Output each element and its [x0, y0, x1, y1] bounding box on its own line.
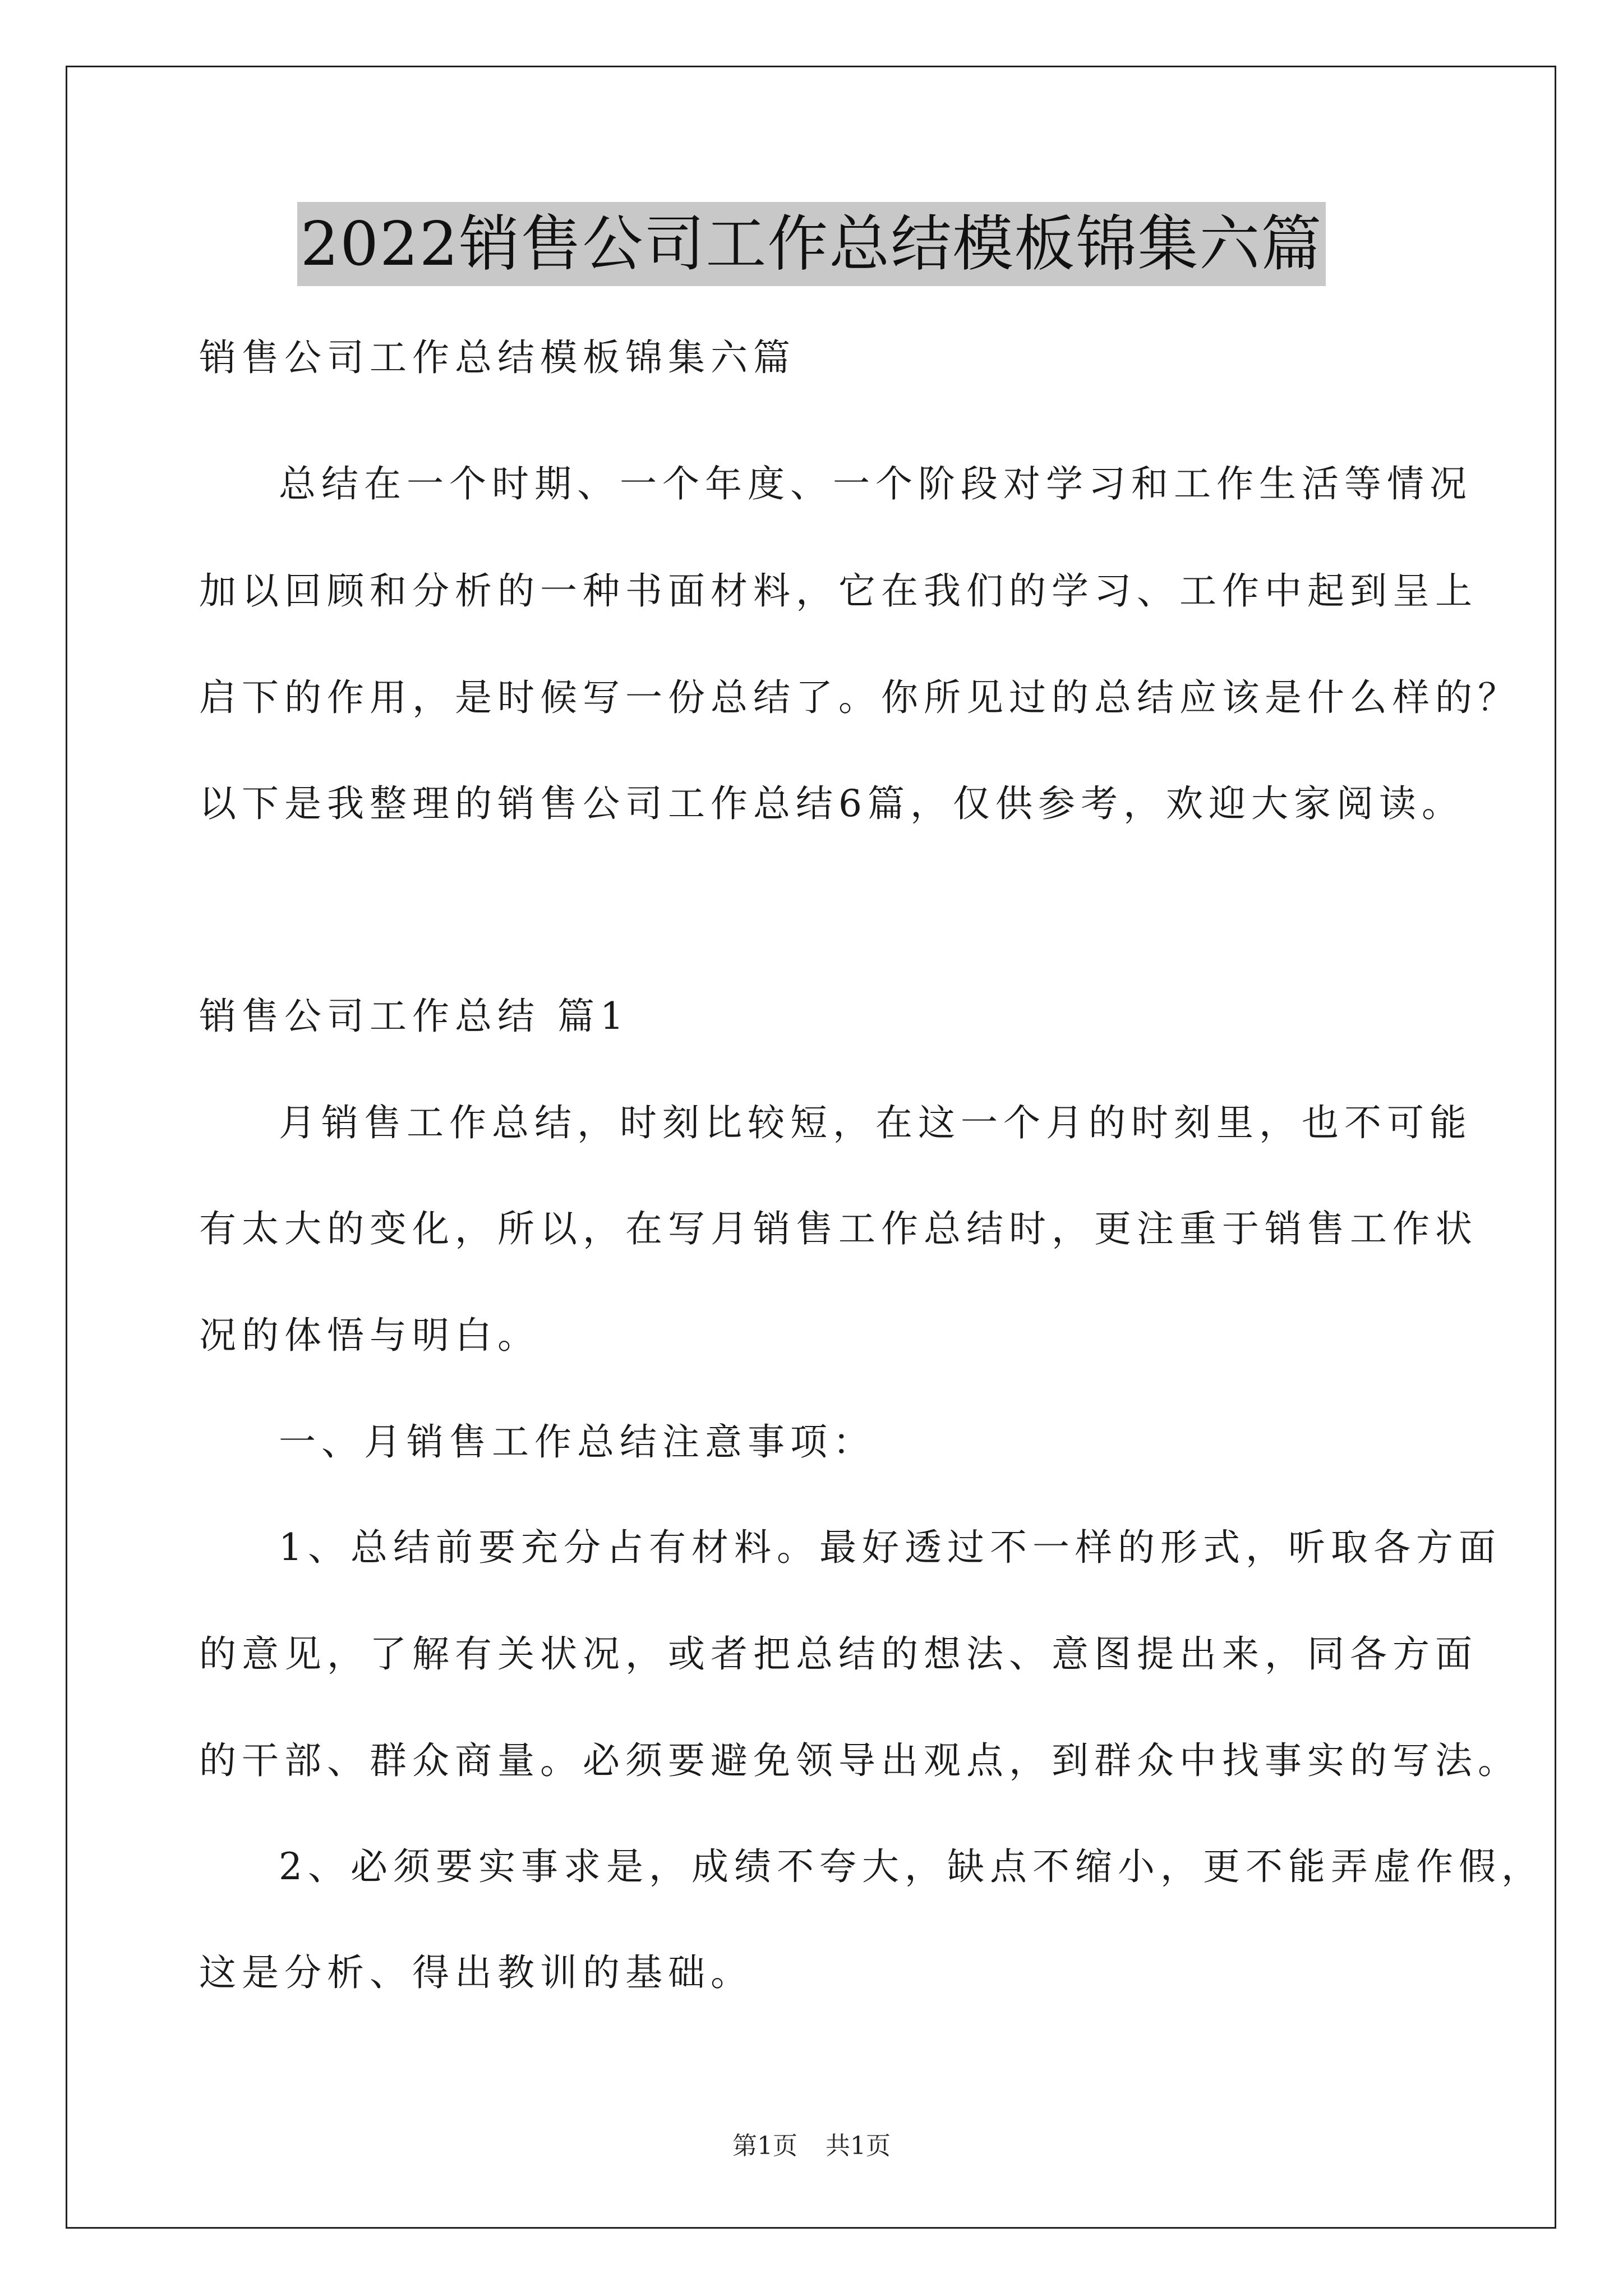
- paragraph-line: 1、总结前要充分占有材料。最好透过不一样的形式，听取各方面: [279, 1526, 1501, 1569]
- paragraph-line: 以下是我整理的销售公司工作总结6篇，仅供参考，欢迎大家阅读。: [199, 782, 1464, 825]
- paragraph-line: 的干部、群众商量。必须要避免领导出观点，到群众中找事实的写法。: [199, 1739, 1520, 1782]
- paragraph-line: 的意见，了解有关状况，或者把总结的想法、意图提出来，同各方面: [199, 1632, 1478, 1676]
- paragraph-line: 有太大的变化，所以，在写月销售工作总结时，更注重于销售工作状: [199, 1207, 1478, 1250]
- document-title: 2022销售公司工作总结模板锦集六篇: [297, 202, 1326, 286]
- subtitle-line: 销售公司工作总结模板锦集六篇: [199, 336, 796, 379]
- paragraph-line: 总结在一个时期、一个年度、一个阶段对学习和工作生活等情况: [279, 462, 1472, 505]
- paragraph-line: 启下的作用，是时候写一份总结了。你所见过的总结应该是什么样的？: [199, 676, 1520, 719]
- title-container: [0, 202, 1623, 286]
- page-number: 第1页: [732, 2132, 797, 2160]
- paragraph-line: 这是分析、得出教训的基础。: [199, 1951, 753, 1994]
- page-footer: [0, 2129, 1623, 2163]
- page-total: 共1页: [826, 2132, 891, 2160]
- section-heading: 销售公司工作总结 篇1: [199, 995, 629, 1038]
- paragraph-line: 加以回顾和分析的一种书面材料，它在我们的学习、工作中起到呈上: [199, 569, 1478, 613]
- list-heading: 一、月销售工作总结注意事项：: [279, 1420, 875, 1464]
- paragraph-line: 况的体悟与明白。: [199, 1314, 540, 1357]
- paragraph-line: 月销售工作总结，时刻比较短，在这一个月的时刻里，也不可能: [279, 1101, 1472, 1144]
- paragraph-line: 2、必须要实事求是，成绩不夸大，缺点不缩小，更不能弄虚作假，: [279, 1845, 1544, 1888]
